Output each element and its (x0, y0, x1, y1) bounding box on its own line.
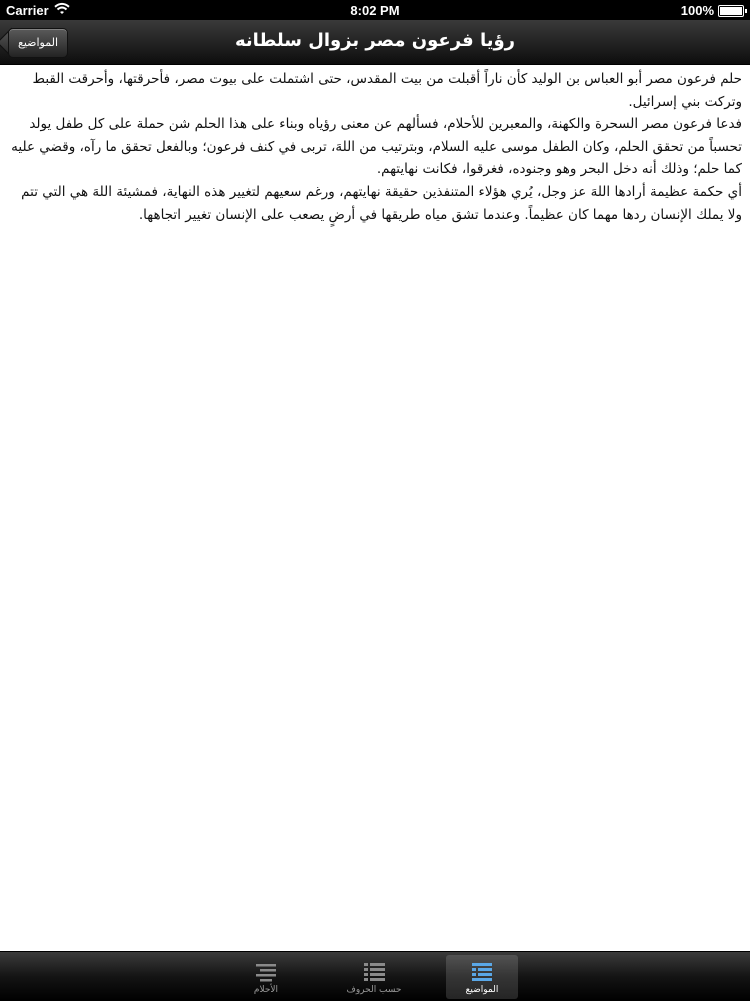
battery-percent: 100% (680, 3, 714, 18)
back-button[interactable] (8, 28, 68, 58)
dreams-icon (251, 961, 281, 983)
tab-bar (0, 951, 750, 1001)
tab-topics-label: المواضيع (465, 985, 499, 995)
back-button-wrapper (8, 28, 68, 58)
tab-topics[interactable] (446, 955, 518, 999)
carrier-label: Carrier (6, 3, 49, 18)
paragraph: حلم فرعون مصر أبو العباس بن الوليد كأن ناراً أقبلت من بيت المقدس، حتى اشتملت على بيوت مصر، فأحرقتها، وأحرقت القبط وتركت بني إسرائيل. (32, 71, 742, 110)
status-bar (0, 0, 750, 20)
paragraph: أي حكمة عظيمة أرادها اللهَ عز وجل، يُري هؤلاء المتنفذين حقيقة نهايتهم، ورغم سعيهم لتغيير هذه النهاية، فمشيئة اللهَ هي التي تتم ولا يملك الإنسان ردها مهما كان عظيماً. وعندما تشق مياه طريقها في أرضٍ يصعب على الإنسان تغيير اتجاهها. (21, 183, 742, 223)
back-button-label: المواضيع (17, 36, 59, 49)
battery-icon (718, 5, 744, 17)
paragraph: فدعا فرعون مصر السحرة والكهنة، والمعبرين للأحلام، فسألهم عن معنى رؤياه وبناء على هذا الحلم شن حملة على كل طفل يولد تحسباً من تحقق الحلم، وكان الطفل موسى عليه السلام، وبترتيب من اللهَ، تربى في كنف فرعون؛ وبالفعل تحقق ما رآه، وقضي عليه كما حلم؛ وذلك أنه دخل البحر وهو وجنوده، فغرقوا، فكانت نهايتهم. (11, 116, 742, 178)
letters-list-icon (359, 961, 389, 983)
navigation-bar (0, 20, 750, 65)
tab-by-letters[interactable] (338, 955, 410, 999)
clock: 8:02 PM (350, 3, 400, 18)
tab-dreams-label: الأحلام (253, 985, 279, 995)
topics-list-icon (467, 961, 497, 983)
page-title: رؤيا فرعون مصر بزوال سلطانه (234, 30, 516, 51)
article-body (8, 68, 742, 226)
tab-dreams[interactable] (230, 955, 302, 999)
tab-by-letters-label: حسب الحروف (346, 985, 402, 995)
